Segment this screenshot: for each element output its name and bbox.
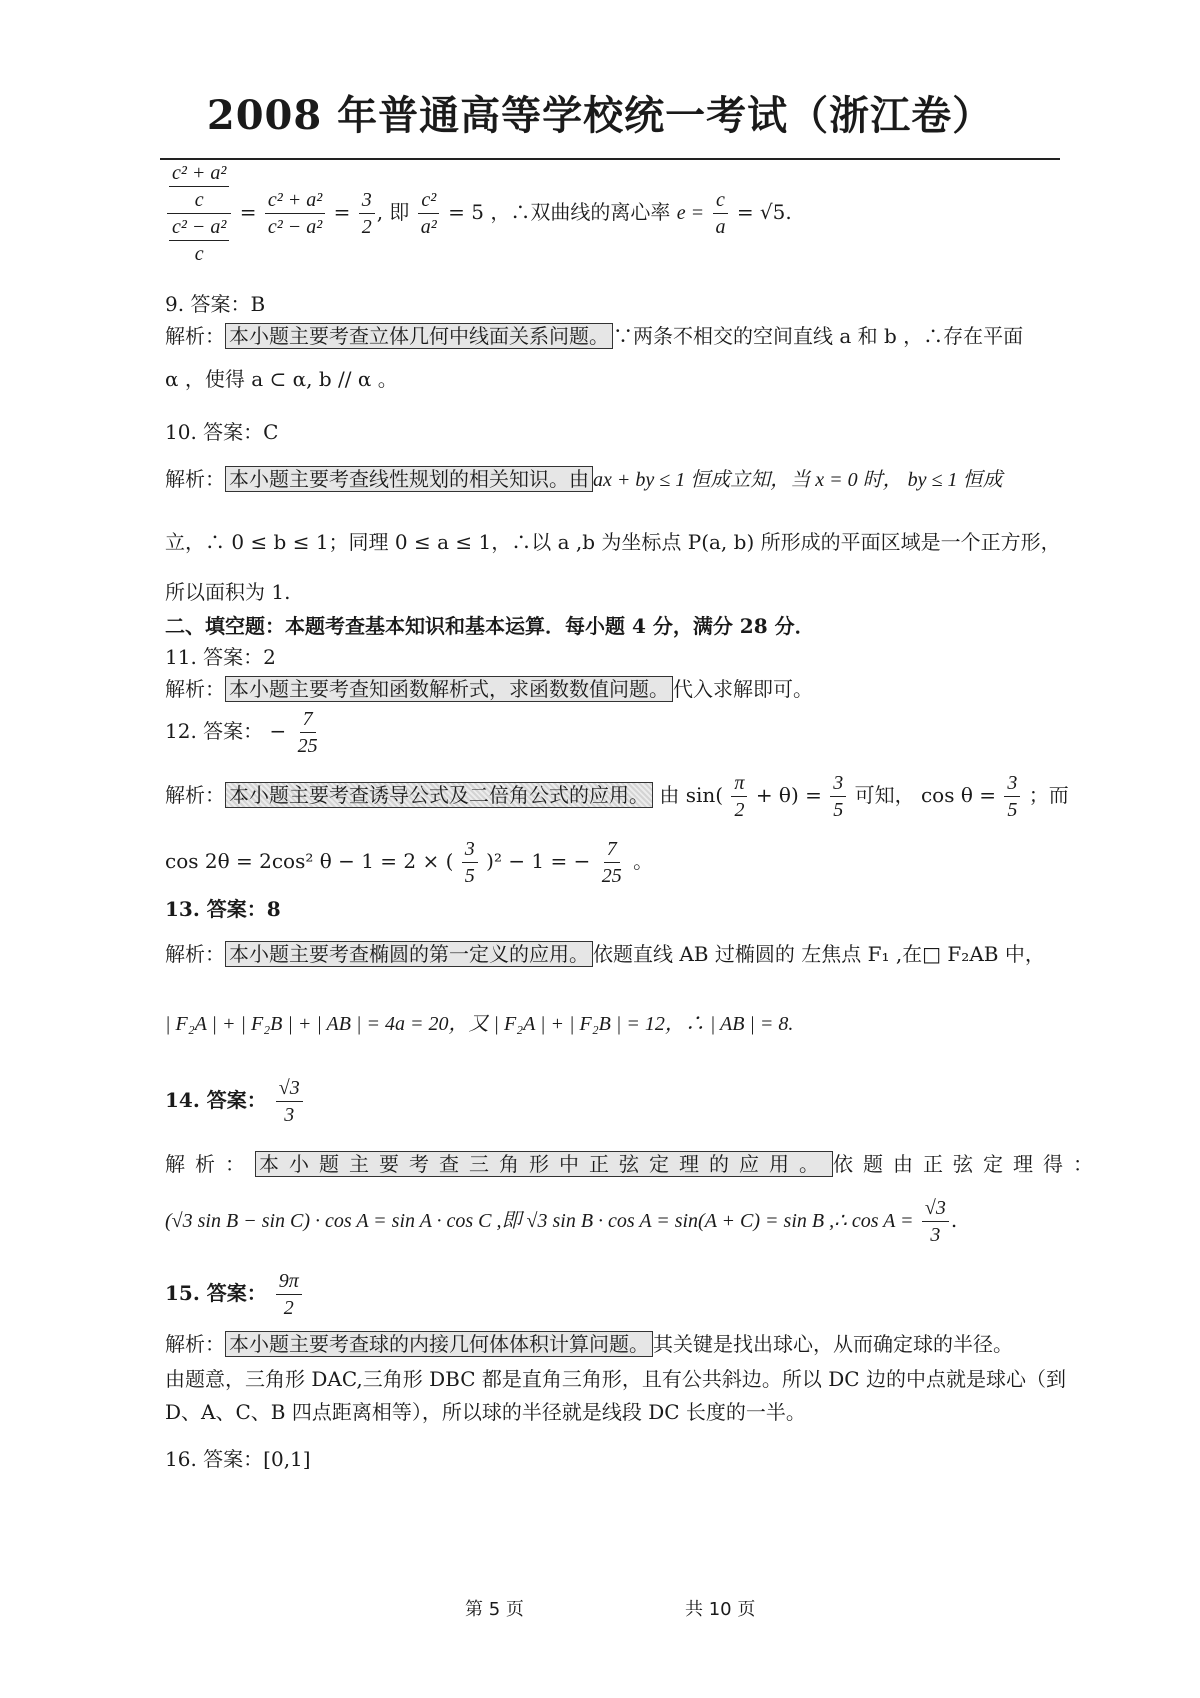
q11-answer: 11. 答案：2 [165,645,276,669]
q11-highlight-box: 本小题主要考查知函数解析式，求函数数值问题。 [225,676,673,702]
q15-analysis: 解析： 本小题主要考查球的内接几何体体积计算问题。 其关键是找出球心，从而确定球的半径。 [165,1332,1013,1356]
page-total: 共 10 页 [685,1599,756,1620]
q15-analysis-cont: 由题意，三角形 DAC,三角形 DBC 都是直角三角形，且有公共斜边。所以 DC 边的中点就是球心（到 [165,1367,1066,1391]
q9-analysis-cont: α ，使得 a ⊂ α, b // α 。 [165,367,398,391]
section-heading: 二、填空题：本题考查基本知识和基本运算．每小题 4 分，满分 28 分． [165,614,815,638]
compound-fraction: $\frac{\frac{\text{c² + a²}}{c}}{\frac{\text{c² − a²}}{c}}$ [167,160,231,267]
q15-answer: 15. 答案： $\frac{9\pi}{2}$ [165,1268,304,1321]
q13-highlight-box: 本小题主要考查椭圆的第一定义的应用。 [225,941,593,967]
q12-highlight-box: 本小题主要考查诱导公式及二倍角公式的应用。 [225,782,653,808]
q10-answer: 10. 答案：C [165,420,279,444]
q14-analysis: 解析： 本小题主要考查三角形中正弦定理的应用。 依题由正弦定理得： [165,1152,1103,1176]
q14-highlight-box: 本小题主要考查三角形中正弦定理的应用。 [255,1151,833,1177]
q9-analysis: 解析： 本小题主要考查立体几何中线面关系问题。 ∵两条不相交的空间直线 a 和 b ，∴存在平面 [165,324,1024,348]
q10-highlight-box: 本小题主要考查线性规划的相关知识。由 [225,466,593,492]
q15-analysis-end: D、A、C、B 四点距离相等），所以球的半径就是线段 DC 长度的一半。 [165,1400,806,1424]
q8-continuation: $\frac{\frac{\text{c² + a²}}{c}}{\frac{\text{c² − a²}}{c}}$ = $\frac{\text{c² + a²}}{\text{c² − a²}}$ = $\frac{3}{2}$ , 即 $\frac{\text{c²}}{\text{a²}}$ = 5 ，∴双曲线的离心率 e = $\frac{c}{a}$ = √5. [165,160,792,267]
q11-analysis: 解析： 本小题主要考查知函数解析式，求函数数值问题。 代入求解即可。 [165,677,813,701]
q14-analysis-cont: (√3 sin B − sin C) · cos A = sin A · cos C ,即 √3 sin B · cos A = sin(A + C) = sin B ,∴ cos A = $\frac{√3}{3}$ . [165,1197,958,1246]
q13-analysis-cont: | F₂A | + | F₂B | + | AB | = 4a = 20，又 | F₂A | + | F₂B | = 12，∴ | AB | = 8. [165,1013,794,1035]
q9-answer: 9. 答案：B [165,292,266,316]
q12-answer: 12. 答案： − $\frac{7}{25}$ [165,708,318,757]
q15-highlight-box: 本小题主要考查球的内接几何体体积计算问题。 [225,1331,653,1357]
q10-analysis: 解析： 本小题主要考查线性规划的相关知识。由 ax + by ≤ 1 恒成立知，当 x = 0 时， by ≤ 1 恒成 [165,467,1003,491]
q10-analysis-cont: 立，∴ 0 ≤ b ≤ 1；同理 0 ≤ a ≤ 1，∴以 a ,b 为坐标点 P(a, b) 所形成的平面区域是一个正方形， [165,530,1061,554]
page-title: 2008 年普通高等学校统一考试（浙江卷） [206,92,994,139]
q10-analysis-end: 所以面积为 1. [165,580,291,604]
q12-analysis-cont: cos 2θ = 2cos² θ − 1 = 2 × ( $\frac{3}{5}$ )² − 1 = − $\frac{7}{25}$ 。 [165,838,654,887]
q12-analysis: 解析： 本小题主要考查诱导公式及二倍角公式的应用。 由 sin( $\frac{\pi}{2}$ + θ) = $\frac{3}{5}$ 可知， cos θ = $\frac{3}{5}$ ；而 [165,772,1069,821]
q16-answer: 16. 答案：[0,1] [165,1447,311,1471]
page-number: 第 5 页 [465,1599,524,1620]
q9-highlight-box: 本小题主要考查立体几何中线面关系问题。 [225,323,613,349]
q13-analysis: 解析： 本小题主要考查椭圆的第一定义的应用。 依题直线 AB 过椭圆的 左焦点 F₁ ,在□ F₂AB 中， [165,942,1045,966]
q14-answer: 14. 答案： $\frac{√3}{3}$ [165,1075,305,1128]
q13-answer: 13. 答案：8 [165,897,281,921]
